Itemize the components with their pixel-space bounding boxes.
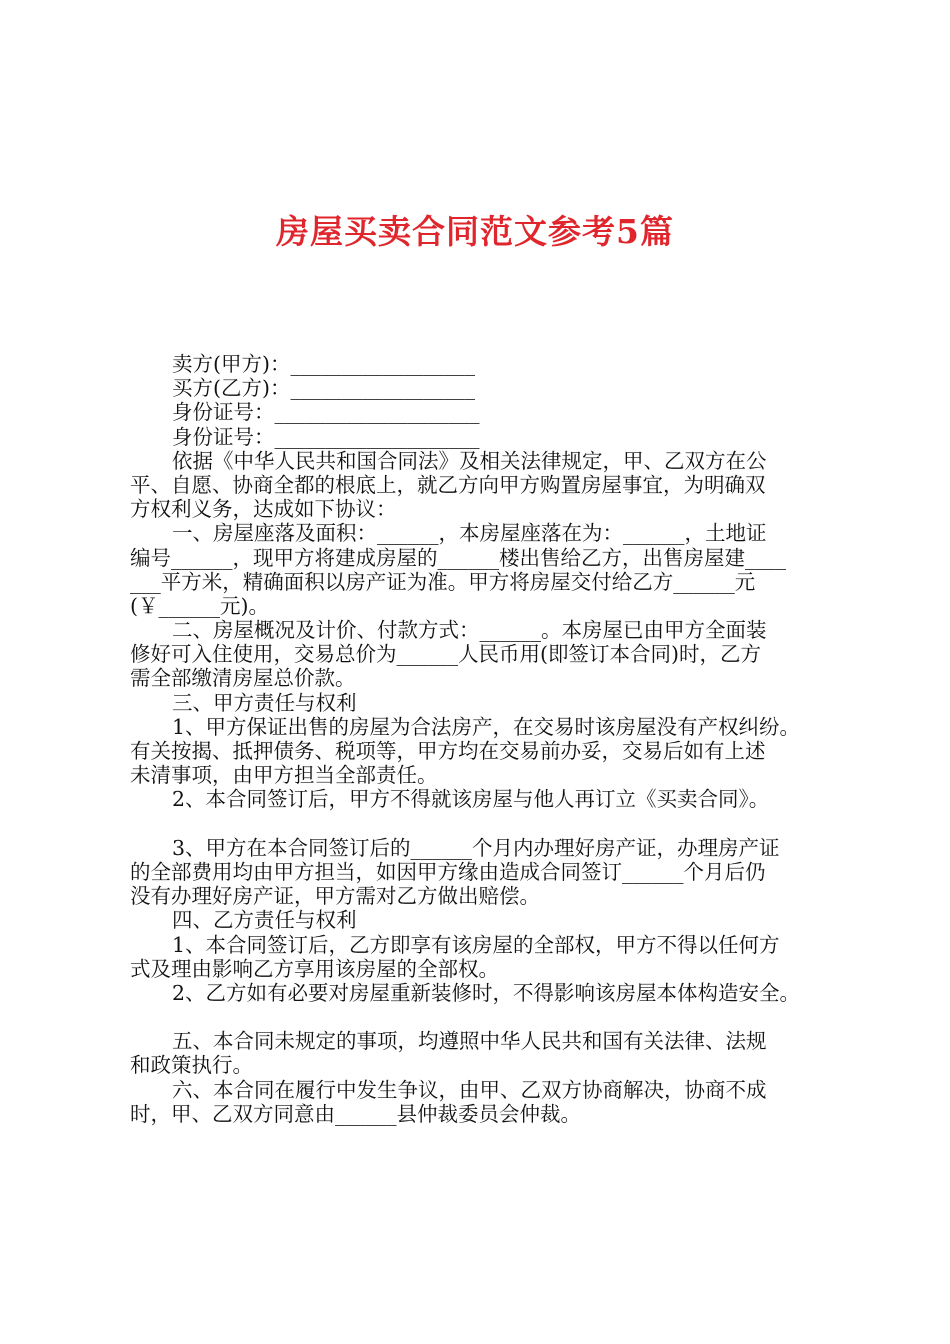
paragraph-line: 式及理由影响乙方享用该房屋的全部权。 (130, 956, 499, 981)
paragraph-line: 未清事项，由甲方担当全部责任。 (130, 763, 438, 788)
paragraph-line: 一、房屋座落及面积：______，本房屋座落在为：______，土地证 (172, 521, 767, 546)
paragraph-line: 有关按揭、抵押债务、税项等，甲方均在交易前办妥，交易后如有上述 (130, 739, 766, 763)
paragraph-line: 1、本合同签订后，乙方即享有该房屋的全部权，甲方不得以任何方 (172, 932, 780, 957)
paragraph-line: 1、甲方保证出售的房屋为合法房产，在交易时该房屋没有产权纠纷。 (172, 714, 801, 739)
paragraph-line: 买方(乙方)：__________________ (172, 376, 475, 401)
paragraph-line: 身份证号：____________________ (172, 424, 480, 449)
paragraph-line: 六、本合同在履行中发生争议，由甲、乙双方协商解决，协商不成 (172, 1077, 767, 1102)
paragraph-line: 需全部缴清房屋总价款。 (130, 666, 356, 691)
blank-line (130, 812, 835, 836)
paragraph-line: 修好可入住使用，交易总价为______人民币用(即签订本合同)时，乙方 (130, 642, 761, 667)
paragraph-line: 四、乙方责任与权利 (172, 908, 357, 933)
paragraph-line: 时，甲、乙双方同意由______县仲裁委员会仲裁。 (130, 1101, 581, 1126)
paragraph-line: 二、房屋概况及计价、付款方式：______。本房屋已由甲方全面装 (172, 618, 767, 643)
paragraph-line: 五、本合同未规定的事项，均遵照中华人民共和国有关法律、法规 (172, 1029, 767, 1054)
paragraph-line: 依据《中华人民共和国合同法》及相关法律规定，甲、乙双方在公 (172, 448, 767, 473)
paragraph-line: 三、甲方责任与权利 (172, 690, 357, 715)
document-title: 房屋买卖合同范文参考5篇 (276, 212, 674, 251)
document-body (130, 352, 835, 1126)
paragraph-line: (￥______元)。 (130, 593, 269, 618)
paragraph-line: 编号______，现甲方将建成房屋的______楼出售给乙方，出售房屋建____ (130, 545, 786, 570)
paragraph-line: 和政策执行。 (130, 1053, 253, 1078)
paragraph-line: 2、乙方如有必要对房屋重新装修时，不得影响该房屋本体构造安全。 (172, 980, 801, 1005)
paragraph-line: 卖方(甲方)：__________________ (172, 352, 475, 376)
paragraph-line: ___平方米，精确面积以房产证为准。甲方将房屋交付给乙方______元 (130, 569, 756, 594)
paragraph-line: 2、本合同签订后，甲方不得就该房屋与他人再订立《买卖合同》。 (172, 787, 770, 812)
paragraph-line: 的全部费用均由甲方担当，如因甲方缘由造成合同签订______个月后仍 (130, 859, 766, 884)
paragraph-line: 方权利义务，达成如下协议： (130, 497, 397, 522)
paragraph-line: 没有办理好房产证，甲方需对乙方做出赔偿。 (130, 884, 540, 909)
blank-line (130, 1005, 835, 1029)
paragraph-line: 平、自愿、协商全都的根底上，就乙方向甲方购置房屋事宜，为明确双 (130, 472, 766, 497)
paragraph-line: 3、甲方在本合同签订后的______个月内办理好房产证，办理房产证 (172, 835, 780, 860)
paragraph-line: 身份证号：____________________ (172, 400, 480, 425)
